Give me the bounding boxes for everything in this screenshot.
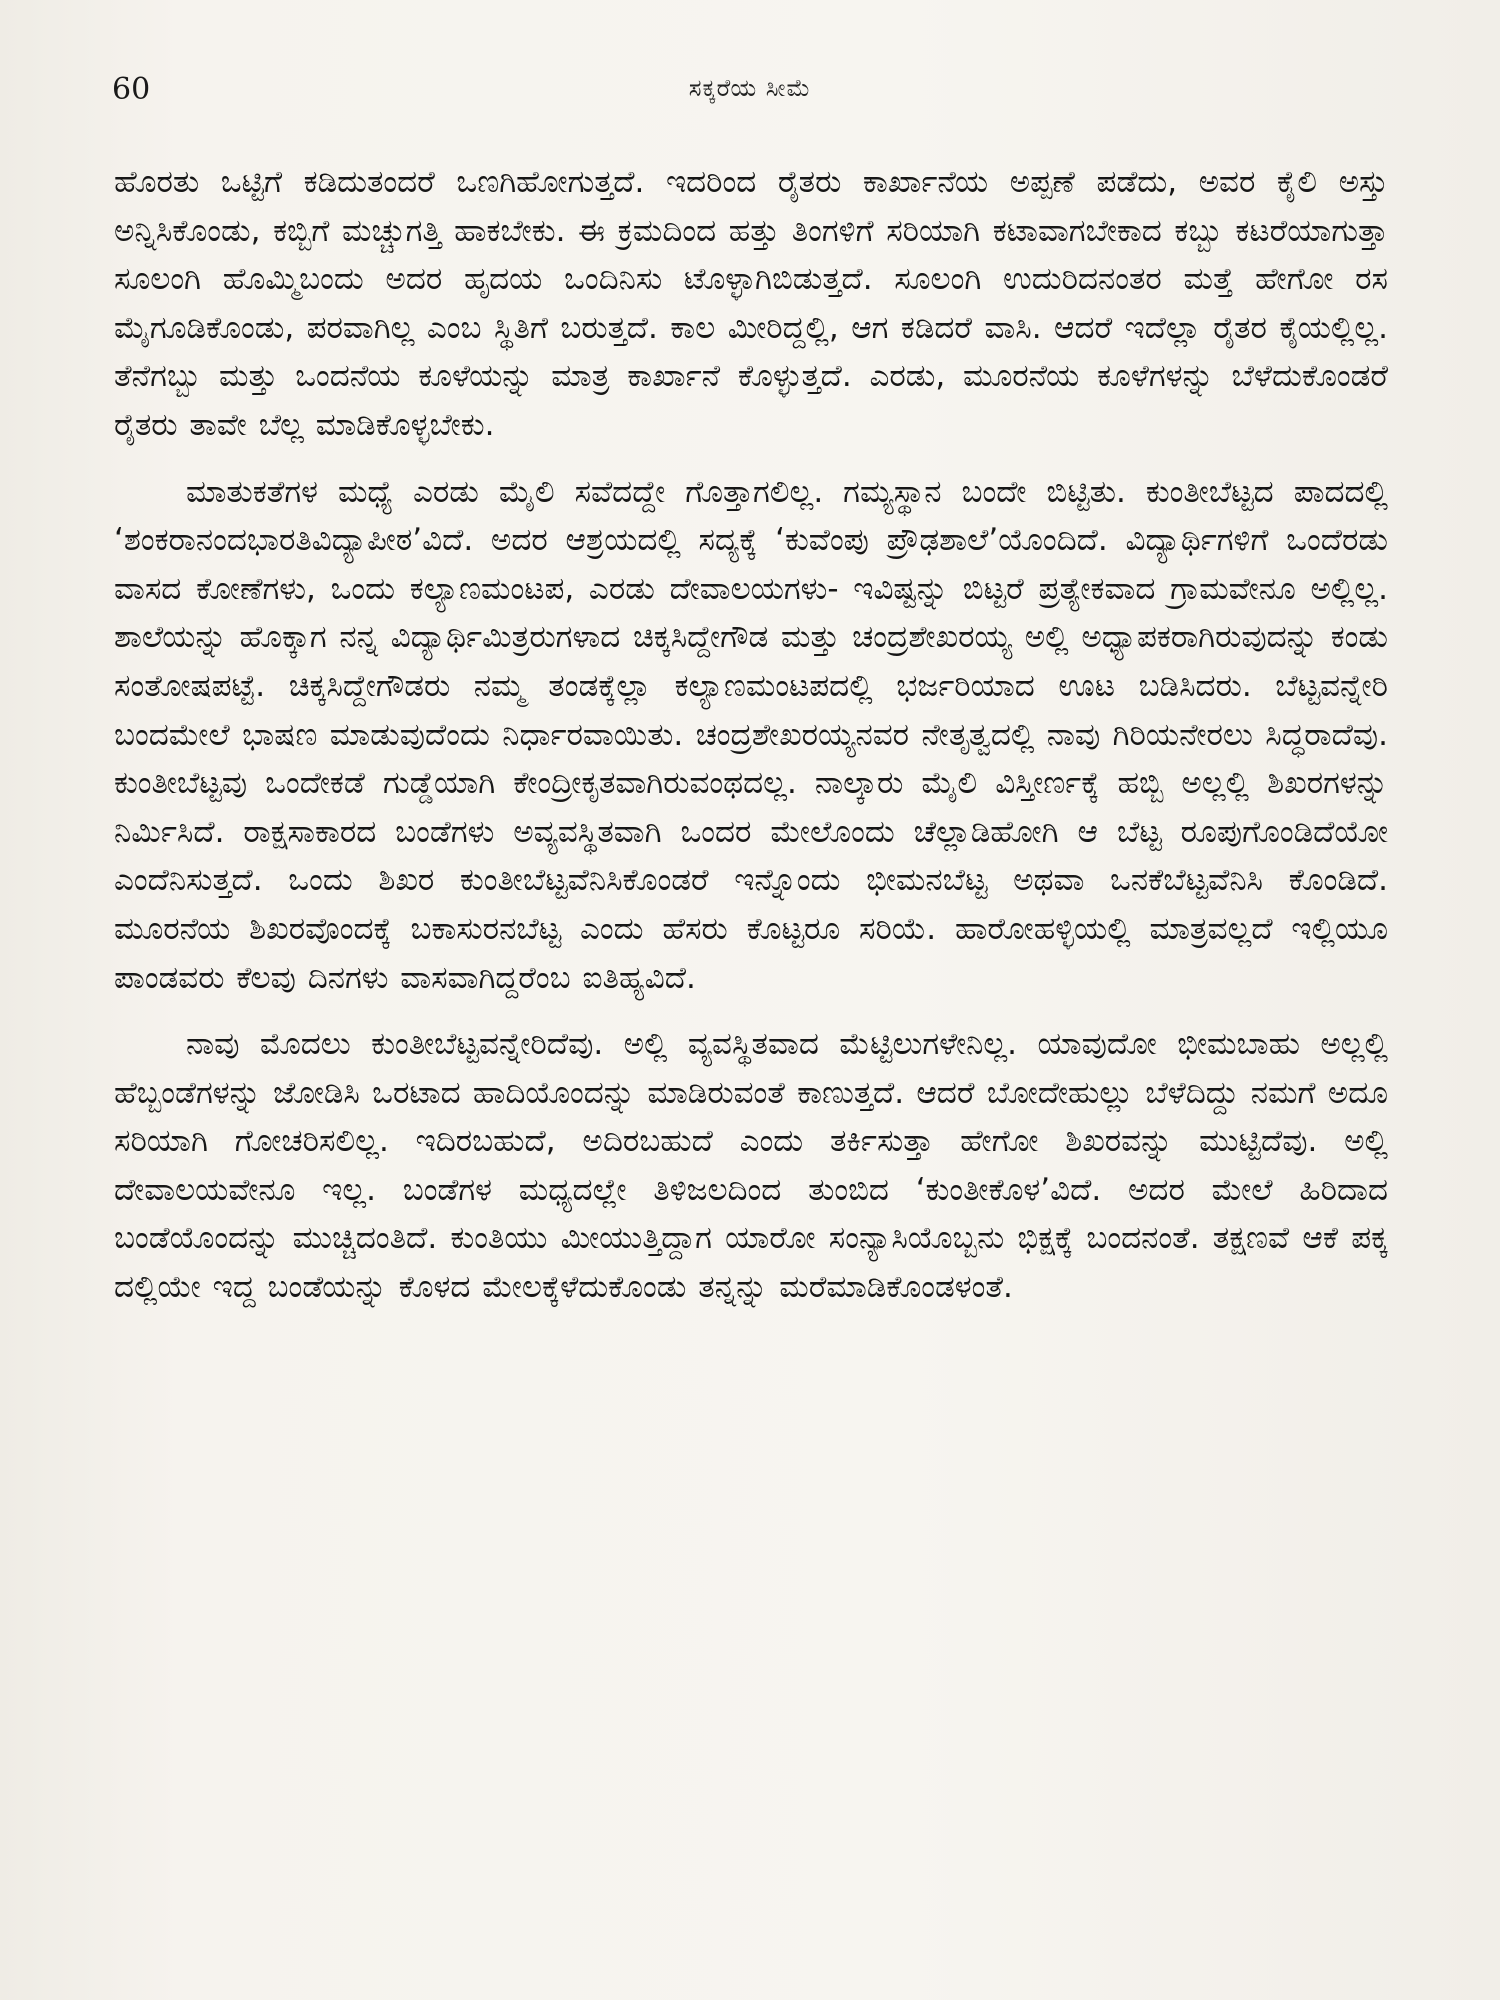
paragraph-3: ನಾವು ಮೊದಲು ಕುಂತೀಬೆಟ್ಟವನ್ನೇರಿದೆವು. ಅಲ್ಲಿ ವ್ಯವಸ್ಥಿತವಾದ ಮೆಟ್ಟಿಲುಗಳೇನಿಲ್ಲ. ಯಾವುದೋ ಭೀಮಬಾಹು ಅಲ್ಲಲ್ಲಿ ಹೆಬ್ಬಂಡೆಗಳನ್ನು ಜೋಡಿಸಿ ಒರಟಾದ ಹಾದಿಯೊಂದನ್ನು ಮಾಡಿರುವಂತೆ ಕಾಣುತ್ತದೆ. ಆದರೆ ಬೋದೇಹುಲ್ಲು ಬೆಳೆದಿದ್ದು ನಮಗೆ ಅದೂ ಸರಿಯಾಗಿ ಗೋಚರಿಸಲಿಲ್ಲ. ಇದಿರಬಹುದೆ, ಅದಿರಬಹುದೆ ಎಂದು ತರ್ಕಿಸುತ್ತಾ ಹೇಗೋ ಶಿಖರವನ್ನು ಮುಟ್ಟಿದೆವು. ಅಲ್ಲಿ ದೇವಾಲಯವೇನೂ ಇಲ್ಲ. ಬಂಡೆಗಳ ಮಧ್ಯದಲ್ಲೇ ತಿಳಿಜಲದಿಂದ ತುಂಬಿದ ‘ಕುಂತೀಕೊಳ’ವಿದೆ. ಅದರ ಮೇಲೆ ಹಿರಿದಾದ ಬಂಡೆಯೊಂದನ್ನು ಮುಚ್ಚಿದಂತಿದೆ. ಕುಂತಿಯು ಮೀಯುತ್ತಿದ್ದಾಗ ಯಾರೋ ಸಂನ್ಯಾಸಿಯೊಬ್ಬನು ಭಿಕ್ಷಕ್ಕೆ ಬಂದನಂತೆ. ತಕ್ಷಣವೆ ಆಕೆ ಪಕ್ಕ ದಲ್ಲಿಯೇ ಇದ್ದ ಬಂಡೆಯನ್ನು ಕೊಳದ ಮೇಲಕ್ಕೆಳೆದುಕೊಂಡು ತನ್ನನ್ನು ಮರೆಮಾಡಿಕೊಂಡಳಂತೆ. [114,1026,1388,1306]
page-number: 60 [112,72,151,107]
paragraph-1: ಹೊರತು ಒಟ್ಟಿಗೆ ಕಡಿದುತಂದರೆ ಒಣಗಿಹೋಗುತ್ತದೆ. ಇದರಿಂದ ರೈತರು ಕಾರ್ಖಾನೆಯ ಅಪ್ಪಣೆ ಪಡೆದು, ಅವರ ಕೈಲಿ ಅಸ್ತು ಅನ್ನಿಸಿಕೊಂಡು, ಕಬ್ಬಿಗೆ ಮಚ್ಚುಗತ್ತಿ ಹಾಕಬೇಕು. ಈ ಕ್ರಮದಿಂದ ಹತ್ತು ತಿಂಗಳಿಗೆ ಸರಿಯಾಗಿ ಕಟಾವಾಗಬೇಕಾದ ಕಬ್ಬು ಕಟರೆಯಾಗುತ್ತಾ ಸೂಲಂಗಿ ಹೊಮ್ಮಿಬಂದು ಅದರ ಹೃದಯ ಒಂದಿನಿಸು ಟೊಳ್ಳಾಗಿಬಿಡುತ್ತದೆ. ಸೂಲಂಗಿ ಉದುರಿದನಂತರ ಮತ್ತೆ ಹೇಗೋ ರಸ ಮೈಗೂಡಿಕೊಂಡು, ಪರವಾಗಿಲ್ಲ ಎಂಬ ಸ್ಥಿತಿಗೆ ಬರುತ್ತದೆ. ಕಾಲ ಮೀರಿದ್ದಲ್ಲಿ, ಆಗ ಕಡಿದರೆ ವಾಸಿ. ಆದರೆ ಇದೆಲ್ಲಾ ರೈತರ ಕೈಯಲ್ಲಿಲ್ಲ. ತೆನೆಗಬ್ಬು ಮತ್ತು ಒಂದನೆಯ ಕೂಳೆಯನ್ನು ಮಾತ್ರ ಕಾರ್ಖಾನೆ ಕೊಳ್ಳುತ್ತದೆ. ಎರಡು, ಮೂರನೆಯ ಕೂಳೆಗಳನ್ನು ಬೆಳೆದುಕೊಂಡರೆ ರೈತರು ತಾವೇ ಬೆಲ್ಲ ಮಾಡಿಕೊಳ್ಳಬೇಕು. [114,164,1388,443]
running-head-title: ಸಕ್ಕರೆಯ ಸೀಮೆ [688,74,812,102]
paragraph-2: ಮಾತುಕತೆಗಳ ಮಧ್ಯೆ ಎರಡು ಮೈಲಿ ಸವೆದದ್ದೇ ಗೊತ್ತಾಗಲಿಲ್ಲ. ಗಮ್ಯಸ್ಥಾನ ಬಂದೇ ಬಿಟ್ಟಿತು. ಕುಂತೀಬೆಟ್ಟದ ಪಾದದಲ್ಲಿ ‘ಶಂಕರಾನಂದಭಾರತಿವಿದ್ಯಾಪೀಠ’ವಿದೆ. ಅದರ ಆಶ್ರಯದಲ್ಲಿ ಸದ್ಯಕ್ಕೆ ‘ಕುವೆಂಪು ಪ್ರೌಢಶಾಲೆ’ಯೊಂದಿದೆ. ವಿದ್ಯಾರ್ಥಿಗಳಿಗೆ ಒಂದೆರಡು ವಾಸದ ಕೋಣೆಗಳು, ಒಂದು ಕಲ್ಯಾಣಮಂಟಪ, ಎರಡು ದೇವಾಲಯಗಳು- ಇವಿಷ್ಟನ್ನು ಬಿಟ್ಟರೆ ಪ್ರತ್ಯೇಕವಾದ ಗ್ರಾಮವೇನೂ ಅಲ್ಲಿಲ್ಲ. ಶಾಲೆಯನ್ನು ಹೊಕ್ಕಾಗ ನನ್ನ ವಿದ್ಯಾರ್ಥಿಮಿತ್ರರುಗಳಾದ ಚಿಕ್ಕಸಿದ್ದೇಗೌಡ ಮತ್ತು ಚಂದ್ರಶೇಖರಯ್ಯ ಅಲ್ಲಿ ಅಧ್ಯಾಪಕರಾಗಿರುವುದನ್ನು ಕಂಡು ಸಂತೋಷಪಟ್ಟೆ. ಚಿಕ್ಕಸಿದ್ದೇಗೌಡರು ನಮ್ಮ ತಂಡಕ್ಕೆಲ್ಲಾ ಕಲ್ಯಾಣಮಂಟಪದಲ್ಲಿ ಭರ್ಜರಿಯಾದ ಊಟ ಬಡಿಸಿದರು. ಬೆಟ್ಟವನ್ನೇರಿ ಬಂದಮೇಲೆ ಭಾಷಣ ಮಾಡುವುದೆಂದು ನಿರ್ಧಾರವಾಯಿತು. ಚಂದ್ರಶೇಖರಯ್ಯನವರ ನೇತೃತ್ವದಲ್ಲಿ ನಾವು ಗಿರಿಯನೇರಲು ಸಿದ್ಧರಾದೆವು. ಕುಂತೀಬೆಟ್ಟವು ಒಂದೇಕಡೆ ಗುಡ್ಡೆಯಾಗಿ ಕೇಂದ್ರೀಕೃತವಾಗಿರುವಂಥದಲ್ಲ. ನಾಲ್ಕಾರು ಮೈಲಿ ವಿಸ್ತೀರ್ಣಕ್ಕೆ ಹಬ್ಬಿ ಅಲ್ಲಲ್ಲಿ ಶಿಖರಗಳನ್ನು ನಿರ್ಮಿಸಿದೆ. ರಾಕ್ಷಸಾಕಾರದ ಬಂಡೆಗಳು ಅವ್ಯವಸ್ಥಿತವಾಗಿ ಒಂದರ ಮೇಲೊಂದು ಚೆಲ್ಲಾಡಿಹೋಗಿ ಆ ಬೆಟ್ಟ ರೂಪುಗೊಂಡಿದೆಯೋ ಎಂದೆನಿಸುತ್ತದೆ. ಒಂದು ಶಿಖರ ಕುಂತೀಬೆಟ್ಟವೆನಿಸಿಕೊಂಡರೆ ಇನ್ನೊಂದು ಭೀಮನಬೆಟ್ಟ ಅಥವಾ ಒನಕೆಬೆಟ್ಟವೆನಿಸಿ ಕೊಂಡಿದೆ. ಮೂರನೆಯ ಶಿಖರವೊಂದಕ್ಕೆ ಬಕಾಸುರನಬೆಟ್ಟ ಎಂದು ಹೆಸರು ಕೊಟ್ಟರೂ ಸರಿಯೆ. ಹಾರೋಹಳ್ಳಿಯಲ್ಲಿ ಮಾತ್ರವಲ್ಲದೆ ಇಲ್ಲಿಯೂ ಪಾಂಡವರು ಕೆಲವು ದಿನಗಳು ವಾಸವಾಗಿದ್ದರೆಂಬ ಐತಿಹ್ಯವಿದೆ. [114,473,1388,996]
body-text [114,158,1388,1330]
